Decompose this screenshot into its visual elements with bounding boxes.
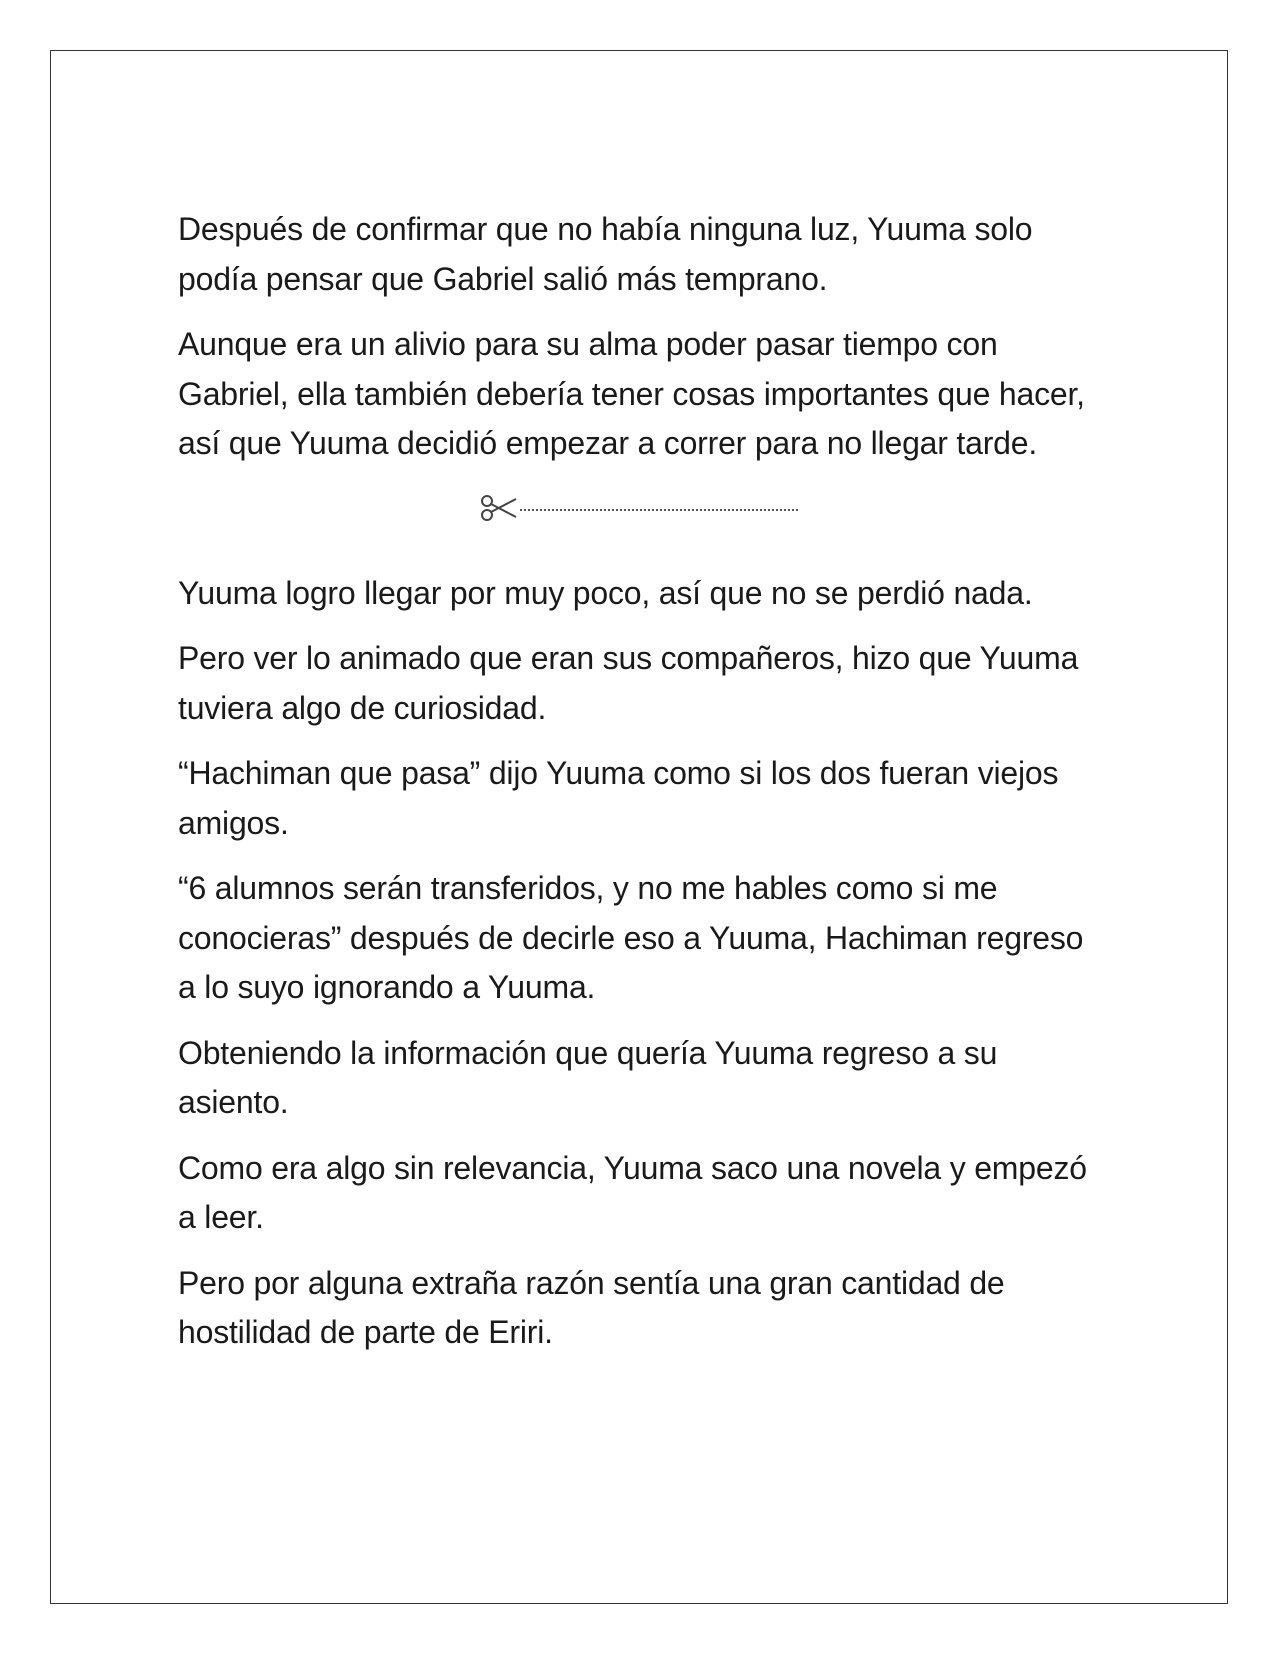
paragraph: Aunque era un alivio para su alma poder pasar tiempo con Gabriel, ella también debería tener cosas importantes que hacer, así que Yuuma decidió empezar a correr para no llegar tarde. [178,326,1085,461]
paragraph: Pero por alguna extraña razón sentía una gran cantidad de hostilidad de parte de Eriri. [178,1264,1005,1350]
cut-line [520,509,798,511]
paragraph: Como era algo sin relevancia, Yuuma saco una novela y empezó a leer. [178,1149,1087,1235]
paragraph: Pero ver lo animado que eran sus compañeros, hizo que Yuuma tuviera algo de curiosidad. [178,640,1079,726]
paragraph: Después de confirmar que no había ninguna luz, Yuuma solo podía pensar que Gabriel salió más temprano. [178,211,1033,297]
paragraph: “6 alumnos serán transferidos, y no me hables como si me conocieras” después de decirle eso a Yuuma, Hachiman regreso a lo suyo ignorando a Yuuma. [178,870,1084,1005]
paragraph: “Hachiman que pasa” dijo Yuuma como si los dos fueran viejos amigos. [178,755,1059,841]
scissors-icon [480,493,518,523]
document-body [178,205,1108,1374]
scene-separator [178,485,1108,537]
paragraph: Obteniendo la información que quería Yuuma regreso a su asiento. [178,1034,998,1120]
paragraph: Yuuma logro llegar por muy poco, así que no se perdió nada. [178,574,1033,611]
